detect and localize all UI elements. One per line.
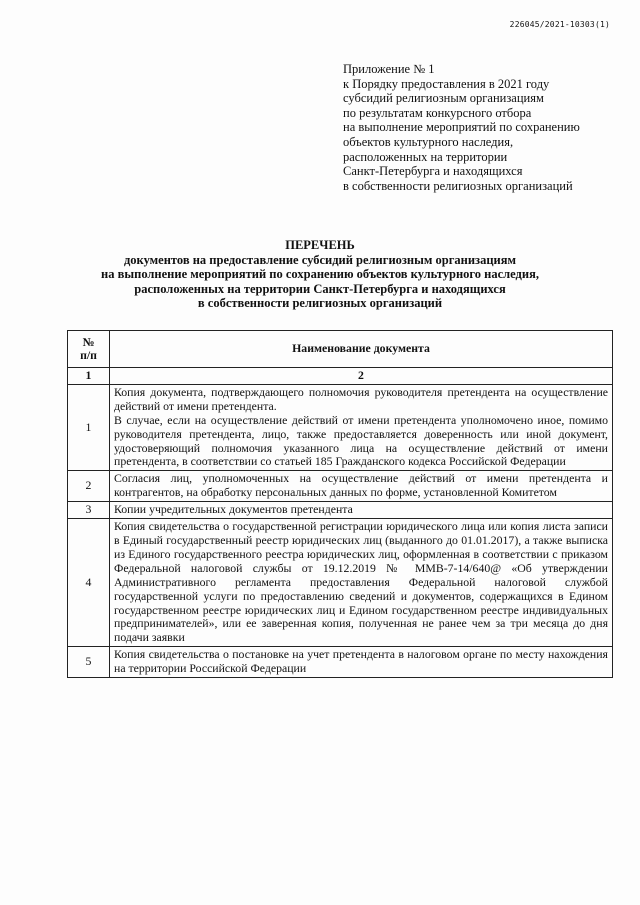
- row-paragraph: Копия свидетельства о государственной регистрации юридического лица или копия листа записи в Единый государственный реестр юридических лиц (выданного до 01.01.2017), а также выписка из Единого государственного реестра юридических лиц, оформленная в соответствии с приказом Федеральной налоговой службы от 19.12.2019 № ММВ-7-14/640@ «Об утверждении Административного регламента предоставления Федеральной налоговой службой государственной услуги по предоставлению сведений и документов, содержащихся в Едином государственном реестре юридических лиц и Едином государственном реестре индивидуальных предпринимателей», или ее заверенная копия, полученная не ранее чем за три месяца до дня подачи заявки: [114, 519, 608, 645]
- table-row: [68, 471, 613, 502]
- appendix-line: Приложение № 1: [343, 62, 435, 76]
- document-number: 226045/2021-10303(1): [509, 20, 610, 29]
- column-index-cell: 2: [110, 368, 613, 385]
- column-index-cell: 1: [68, 368, 110, 385]
- row-number-cell: 1: [68, 384, 110, 470]
- title-line: в собственности религиозных организаций: [197, 296, 443, 311]
- row-text-cell: [110, 384, 613, 470]
- documents-table: [67, 330, 613, 678]
- header-number-cell: [68, 331, 110, 368]
- table-row: [68, 647, 613, 678]
- row-paragraph: В случае, если на осуществление действий от имени претендента уполномочено иное, помимо руководителя претендента, лицо, также предоставляется доверенность или иной документ, удостоверяющий полномочия указанного лица на осуществление действий от имени претендента, в соответствии со статьей 185 Гражданского кодекса Российской Федерации: [114, 412, 608, 469]
- row-number-cell: 2: [68, 471, 110, 502]
- row-text-cell: [110, 519, 613, 647]
- row-number-cell: 3: [68, 502, 110, 519]
- appendix-line: расположенных на территории: [343, 149, 508, 164]
- row-text-cell: [110, 502, 613, 519]
- appendix-line: Санкт-Петербурга и находящихся: [343, 164, 523, 179]
- appendix-line: объектов культурного наследия,: [343, 134, 514, 149]
- header-name-cell: Наименование документа: [110, 331, 613, 368]
- row-paragraph: Копия документа, подтверждающего полномочия руководителя претендента на осуществление действий от имени претендента.: [114, 384, 608, 413]
- header-number-symbol: №: [82, 335, 95, 349]
- row-text-cell: [110, 471, 613, 502]
- document-title: [0, 238, 640, 311]
- appendix-line: субсидий религиозным организациям: [343, 91, 544, 106]
- title-line: документов на предоставление субсидий религиозным организациям: [123, 252, 517, 267]
- column-index-row: [68, 368, 613, 385]
- appendix-line: к Порядку предоставления в 2021 году: [343, 76, 550, 91]
- appendix-block: [343, 62, 580, 193]
- title-line: на выполнение мероприятий по сохранению объектов культурного наследия,: [101, 267, 539, 282]
- table-header-row: [68, 331, 613, 368]
- title-line: расположенных на территории Санкт-Петербурга и находящихся: [134, 281, 506, 296]
- row-number-cell: 5: [68, 647, 110, 678]
- table-row: [68, 502, 613, 519]
- row-paragraph: Согласия лиц, уполномоченных на осуществление действий от имени претендента и контрагентов, на обработку персональных данных по форме, установленной Комитетом: [114, 471, 608, 500]
- appendix-line: в собственности религиозных организаций: [343, 178, 573, 193]
- appendix-line: по результатам конкурсного отбора: [343, 105, 532, 120]
- header-number-abbr: п/п: [80, 348, 97, 362]
- row-paragraph: Копии учредительных документов претендента: [114, 502, 353, 517]
- row-text-cell: [110, 647, 613, 678]
- row-number-cell: 4: [68, 519, 110, 647]
- row-paragraph: Копия свидетельства о постановке на учет претендента в налоговом органе по месту нахождения на территории Российской Федерации: [114, 647, 608, 676]
- title-heading: ПЕРЕЧЕНЬ: [285, 238, 355, 252]
- appendix-line: на выполнение мероприятий по сохранению: [343, 120, 580, 135]
- table-row: [68, 384, 613, 470]
- table-row: [68, 519, 613, 647]
